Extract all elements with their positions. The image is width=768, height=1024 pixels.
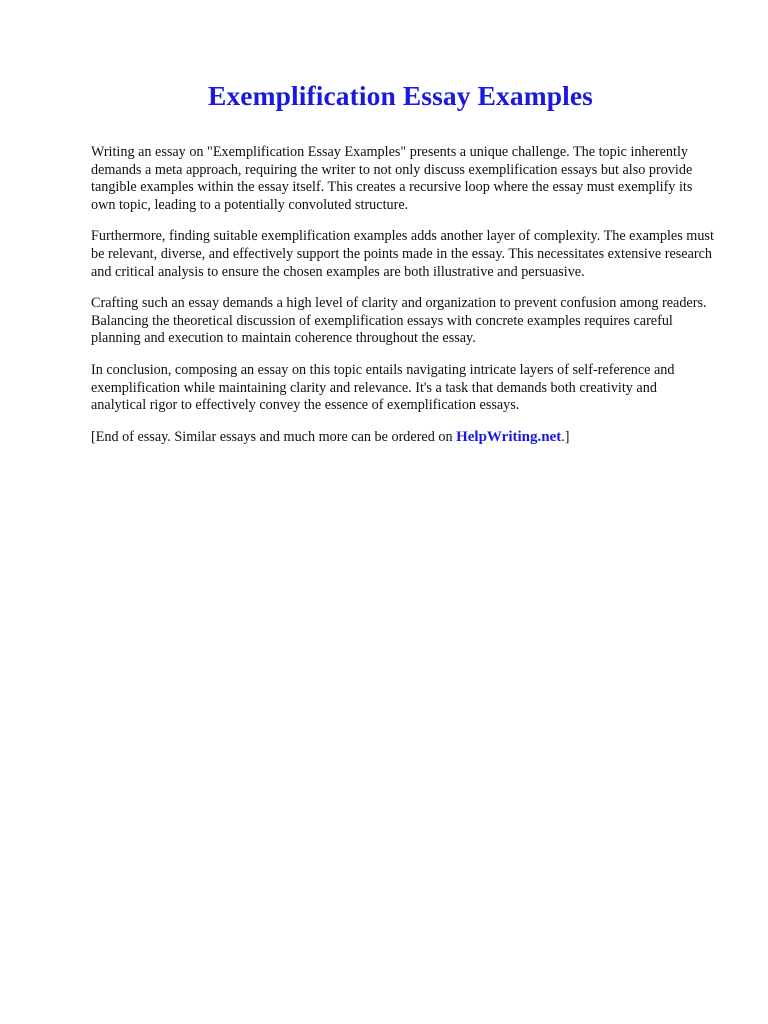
end-note [91,429,714,447]
end-note-prefix: [End of essay. Similar essays and much more can be ordered on [91,428,457,445]
paragraph-4: In conclusion, composing an essay on this topic entails navigating intricate layers of self-reference and exemplification while maintaining clarity and relevance. It's a task that demands both creativity and analytical rigor to effectively convey the essence of exemplification essays. [91,361,675,414]
paragraph-2: Furthermore, finding suitable exemplification examples adds another layer of complexity. The examples must be relevant, diverse, and effectively support the points made in the essay. This necessitates extensive research and critical analysis to ensure the chosen examples are both illustrative and persuasive. [91,228,714,280]
paragraph-3: Crafting such an essay demands a high level of clarity and organization to prevent confusion among readers. Balancing the theoretical discussion of exemplification essays with concrete examples requires careful planning and execution to maintain coherence throughout the essay. [91,295,707,347]
end-note-suffix: .] [561,428,570,445]
document-title: Exemplification Essay Examples [208,80,593,111]
helpwriting-link[interactable]: HelpWriting.net [456,428,562,445]
paragraph-1: Writing an essay on "Exemplification Essay Examples" presents a unique challenge. The topic inherently demands a meta approach, requiring the writer to not only discuss exemplification essays but also provide tangible examples within the essay itself. This creates a recursive loop where the essay must exemplify its own topic, leading to a potentially convoluted structure. [91,144,693,213]
